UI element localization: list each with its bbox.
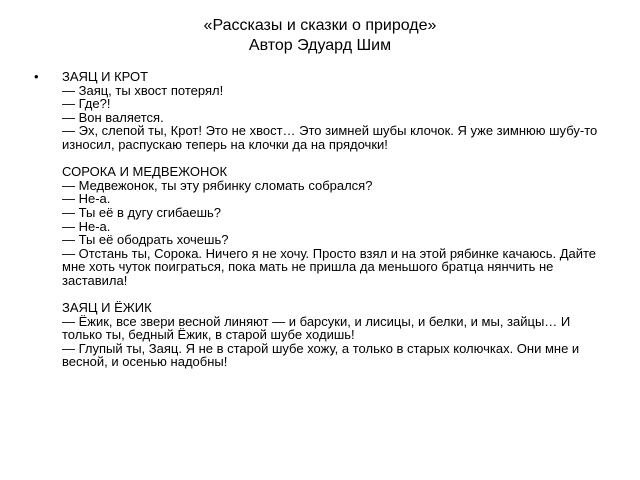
story-line: — Глупый ты, Заяц. Я не в старой шубе хожу, а только в старых колючках. Они мне и весной, и осенью надобны! [62,340,583,370]
story-line: — Медвежонок, ты эту рябинку сломать собрался? [62,177,373,193]
story-heading: ЗАЯЦ И КРОТ [62,69,149,84]
title-line-1: «Рассказы и сказки о природе» [203,17,437,34]
story-line: — Ёжик, все звери весной линяют — и барсуки, и лисицы, и белки, и мы, зайцы… И только ты, бедный Ёжик, в старой шубе ходишь! [62,313,574,343]
story-heading: ЗАЯЦ И ЁЖИК [62,300,152,316]
story-line: — Заяц, ты хвост потерял! [62,82,224,98]
story-line: — Вон валяется. [62,109,164,125]
stories-body [62,70,614,369]
story-line: — Не-а. [62,218,111,234]
story-line: — Не-а. [62,191,111,207]
story-line: — Ты её ободрать хочешь? [62,232,229,248]
slide-content [36,70,614,369]
story-line: — Эх, слепой ты, Крот! Это не хвост… Это зимней шубы клочок. Я уже зимнюю шубу-то износил, распускаю теперь на клочки да на прядочки! [62,123,601,152]
story-hare-and-mole [62,70,614,152]
story-hare-and-hedgehog [62,301,614,369]
story-line: — Отстань ты, Сорока. Ничего я не хочу. Просто взял и на этой рябинке качаюсь. Дайте мне хоть чуток поиграться, пока мать не пришла да меньшого братца нянчить не заставила! [62,245,600,288]
story-line: — Ты её в дугу сгибаешь? [62,204,222,220]
story-heading: СОРОКА И МЕДВЕЖОНОК [62,164,228,180]
slide-title [0,16,640,56]
story-line: — Где?! [62,96,111,112]
story-magpie-and-bear-cub [62,165,614,287]
bullet-marker: • [34,69,39,84]
title-line-2: Автор Эдуард Шим [248,37,392,54]
